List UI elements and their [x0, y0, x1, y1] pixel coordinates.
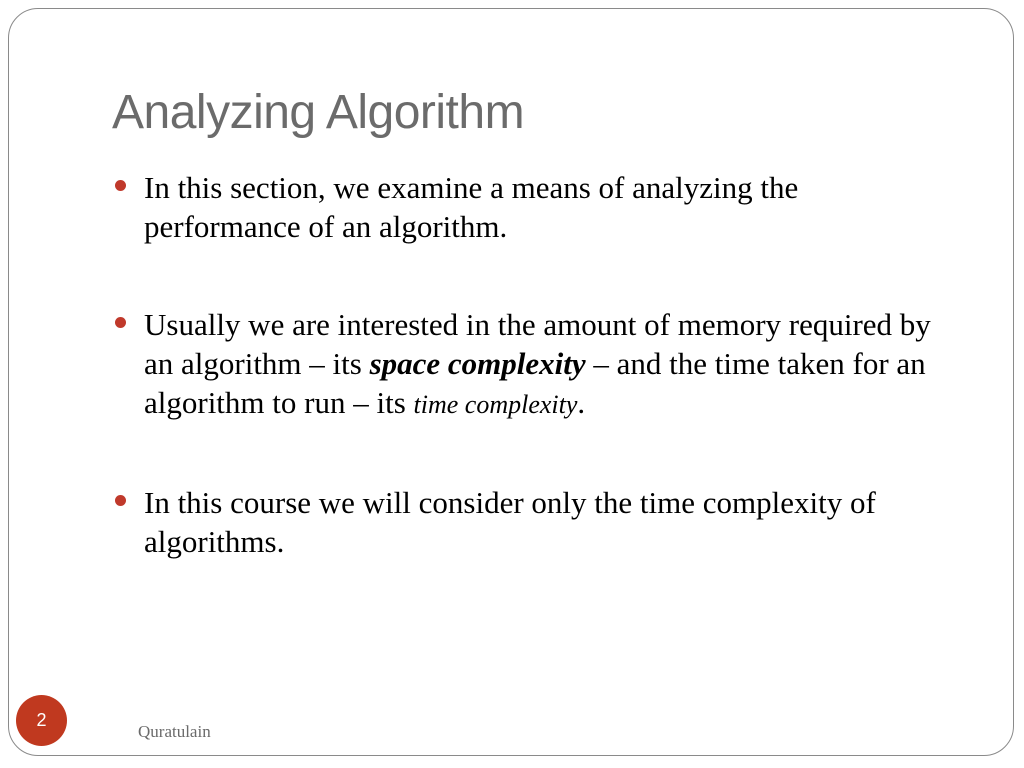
- bullet-list: [114, 168, 960, 620]
- bullet-dot-icon: [115, 180, 126, 191]
- bullet-text: – and the time taken for an algorithm to run – its: [144, 346, 926, 420]
- bullet-text: In this section, we examine a means of analyzing the performance of an algorithm.: [144, 170, 799, 244]
- bullet-text: .: [577, 385, 586, 420]
- page-number-badge: 2: [16, 695, 67, 746]
- bullet-item: [114, 483, 960, 561]
- footer-author: Quratulain: [138, 722, 211, 741]
- bullet-dot-icon: [115, 317, 126, 328]
- bullet-item: [114, 168, 960, 246]
- bullet-item: [114, 305, 960, 424]
- slide-title: Analyzing Algorithm: [112, 86, 525, 139]
- bullet-dot-icon: [115, 495, 126, 506]
- bullet-text: Usually we are interested in the amount of memory required by an algorithm – its: [144, 307, 931, 381]
- bullet-text: In this course we will consider only the time complexity of algorithms.: [144, 485, 876, 559]
- emphasis-space-complexity: space complexity: [369, 346, 586, 381]
- emphasis-time-complexity: time complexity: [413, 390, 578, 419]
